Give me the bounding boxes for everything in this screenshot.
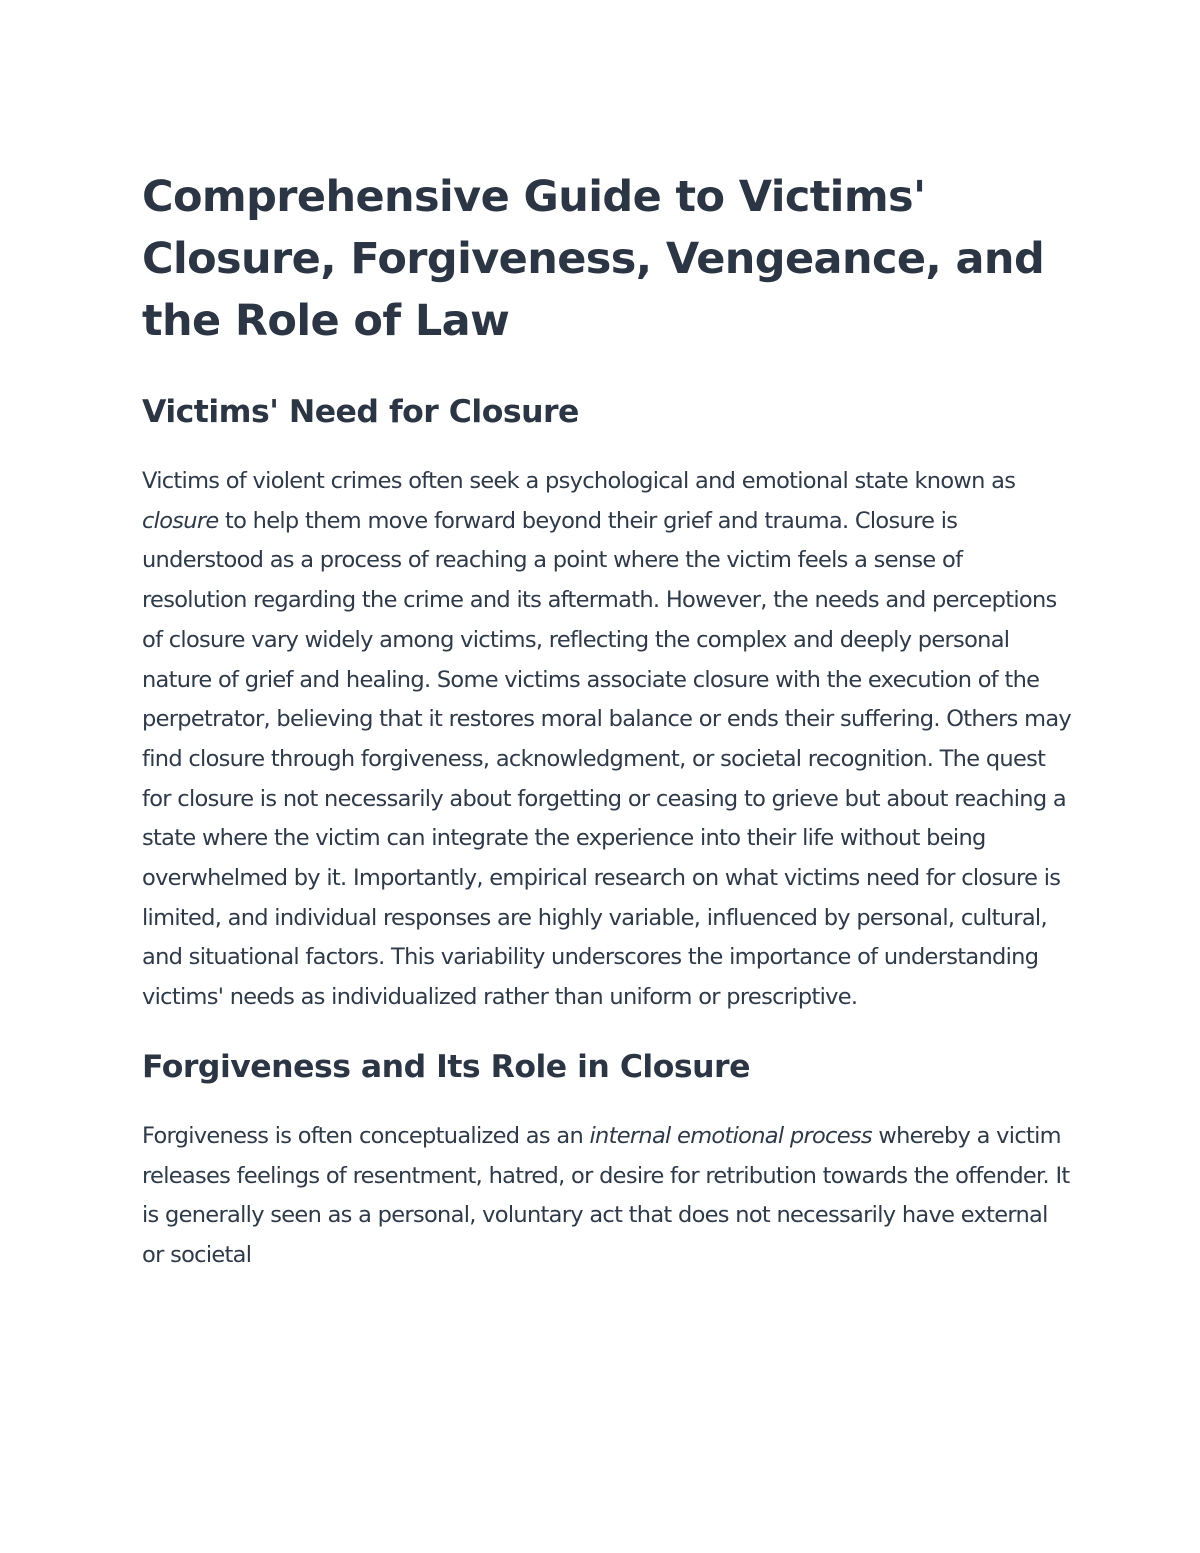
paragraph-text: whereby a victim releases feelings of resentment, hatred, or desire for retribution towards the offender. It is generally seen as a personal, voluntary act that does not necessarily have external or societal <box>142 1122 1070 1268</box>
section-paragraph-forgiveness <box>142 1117 1072 1276</box>
paragraph-emphasis: internal emotional process <box>589 1122 872 1149</box>
paragraph-emphasis: closure <box>142 507 219 534</box>
section-paragraph-closure <box>142 462 1072 1018</box>
paragraph-text: to help them move forward beyond their grief and trauma. Closure is understood as a process of reaching a point where the victim feels a sense of resolution regarding the crime and its aftermath. However, the needs and perceptions of closure vary widely among victims, reflecting the complex and deeply personal nature of grief and healing. Some victims associate closure with the execution of the perpetrator, believing that it restores moral balance or ends their suffering. Others may find closure through forgiveness, acknowledgment, or societal recognition. The quest for closure is not necessarily about forgetting or ceasing to grieve but about reaching a state where the victim can integrate the experience into their life without being overwhelmed by it. Importantly, empirical research on what victims need for closure is limited, and individual responses are highly variable, influenced by personal, cultural, and situational factors. This variability underscores the importance of understanding victims' needs as individualized rather than uniform or prescriptive. <box>142 507 1072 1011</box>
paragraph-text: Victims of violent crimes often seek a psychological and emotional state known as <box>142 468 1016 494</box>
section-heading-closure: Victims' Need for Closure <box>142 394 579 430</box>
section-heading-forgiveness: Forgiveness and Its Role in Closure <box>142 1048 750 1085</box>
document-page <box>142 166 1072 1276</box>
document-title: Comprehensive Guide to Victims' Closure, Forgiveness, Vengeance, and the Role of Law <box>142 172 1045 346</box>
paragraph-text: Forgiveness is often conceptualized as an <box>142 1122 590 1149</box>
